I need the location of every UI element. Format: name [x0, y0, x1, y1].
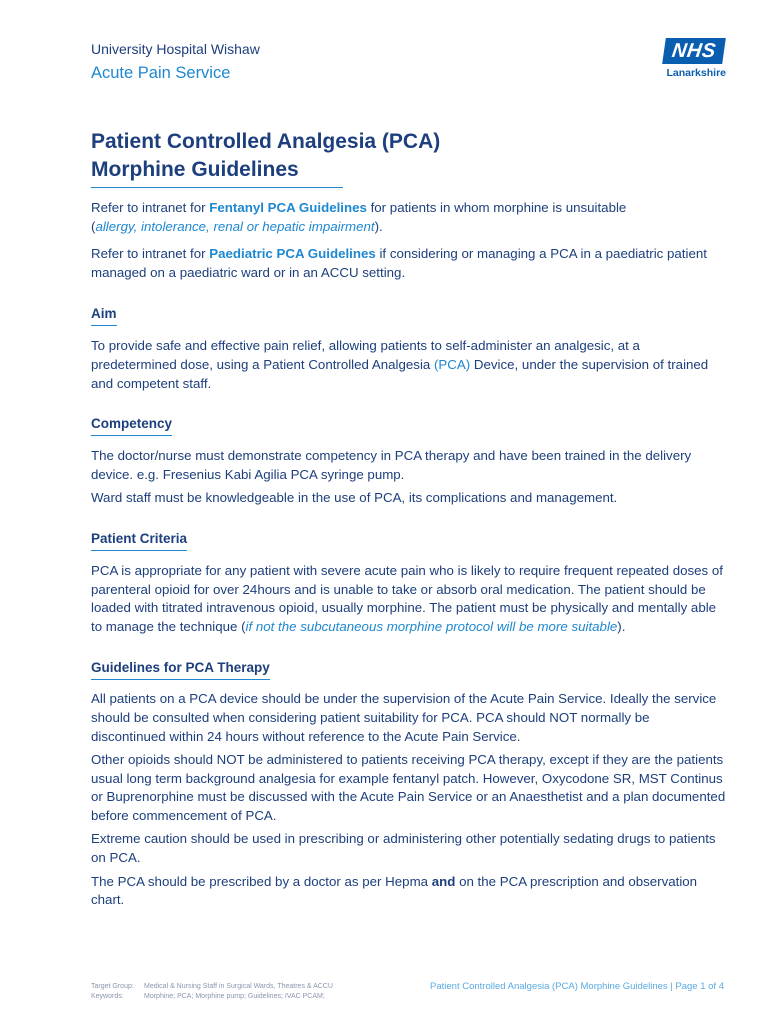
footer-page-info: Patient Controlled Analgesia (PCA) Morphine Guidelines | Page 1 of 4: [430, 981, 724, 992]
guidelines-heading: Guidelines for PCA Therapy: [91, 660, 270, 680]
title-divider: [91, 187, 343, 188]
competency-section: [91, 415, 727, 508]
footer-metadata: [91, 982, 333, 1001]
aim-text: To provide safe and effective pain relief, allowing patients to self-administer an analgesic, at a predetermined dose, using a Patient Controlled Analgesia (PCA) Device, under the supervision of trained and competent staff.: [91, 338, 709, 391]
hospital-name: University Hospital Wishaw: [91, 41, 260, 57]
pca-abbreviation: (PCA): [434, 356, 471, 372]
guidelines-text-4: The PCA should be prescribed by a doctor as per Hepma and on the PCA prescription and observation chart.: [91, 873, 698, 908]
page-title-line2: Morphine Guidelines: [91, 158, 299, 181]
aim-section: [91, 305, 727, 393]
guidelines-section: [91, 659, 727, 910]
competency-text-1: The doctor/nurse must demonstrate competency in PCA therapy and have been trained in the delivery device. e.g. Fresenius Kabi Agilia PCA syringe pump.: [91, 448, 692, 482]
document-body: [91, 199, 727, 910]
guidelines-text-3: Extreme caution should be used in prescribing or administering other potentially sedating drugs to patients on PCA.: [91, 831, 716, 866]
subcutaneous-protocol-note: if not the subcutaneous morphine protocol will be more suitable: [245, 618, 618, 634]
guidelines-text-1: All patients on a PCA device should be under the supervision of the Acute Pain Service. Ideally the service should be consulted when considering patient suitability for PCA. PCA should NOT normally be discontinued within 24 hours without reference to the Acute Pain Service.: [91, 691, 717, 744]
patient-criteria-section: [91, 530, 727, 636]
nhs-logo-region: Lanarkshire: [666, 67, 726, 79]
paediatric-guidelines-link[interactable]: Paediatric PCA Guidelines: [209, 246, 376, 262]
nhs-logo: [662, 38, 726, 79]
service-name: Acute Pain Service: [91, 64, 231, 82]
intro-paediatric-paragraph: Refer to intranet for Paediatric PCA Guidelines if considering or managing a PCA in a paediatric patient managed on a paediatric ward or in an ACCU setting.: [91, 246, 707, 280]
patient-criteria-text: PCA is appropriate for any patient with severe acute pain who is likely to require frequent repeated doses of parenteral opioid for over 24hours and is unable to take or absorb oral medication. The patient should be loaded with titrated intravenous opioid, usually morphine. The patient must be physically and mentally able to manage the technique (if not the subcutaneous morphine protocol will be more suitable).: [91, 562, 723, 634]
unsuitability-reasons: allergy, intolerance, renal or hepatic impairment: [95, 218, 375, 234]
nhs-logo-badge: NHS: [662, 38, 726, 64]
fentanyl-guidelines-link[interactable]: Fentanyl PCA Guidelines: [209, 200, 367, 215]
footer-keywords: Keywords: Morphine; PCA; Morphine pump; Guidelines; IVAC PCAM;: [91, 992, 325, 1000]
intro-fentanyl-paragraph: Refer to intranet for Fentanyl PCA Guidelines for patients in whom morphine is unsuitable (allergy, intolerance, renal or hepatic impairment).: [91, 200, 627, 234]
guidelines-text-2: Other opioids should NOT be administered to patients receiving PCA therapy, except if they are the patients usual long term background analgesia for example fentanyl patch. However, Oxycodone SR, MST Continus or Buprenorphine must be discussed with the Acute Pain Service or an Anaesthetist and a plan documented before commencement of PCA.: [91, 752, 726, 823]
competency-heading: Competency: [91, 416, 172, 436]
page-title-line1: Patient Controlled Analgesia (PCA): [91, 130, 441, 153]
emphasis-and: and: [431, 873, 456, 889]
aim-heading: Aim: [91, 306, 117, 326]
competency-text-2: Ward staff must be knowledgeable in the use of PCA, its complications and management.: [91, 490, 618, 506]
page-title: [91, 128, 440, 184]
footer-target-group: Target Group: Medical & Nursing Staff in Surgical Wards, Theatres & ACCU: [91, 983, 333, 990]
patient-criteria-heading: Patient Criteria: [91, 531, 187, 551]
